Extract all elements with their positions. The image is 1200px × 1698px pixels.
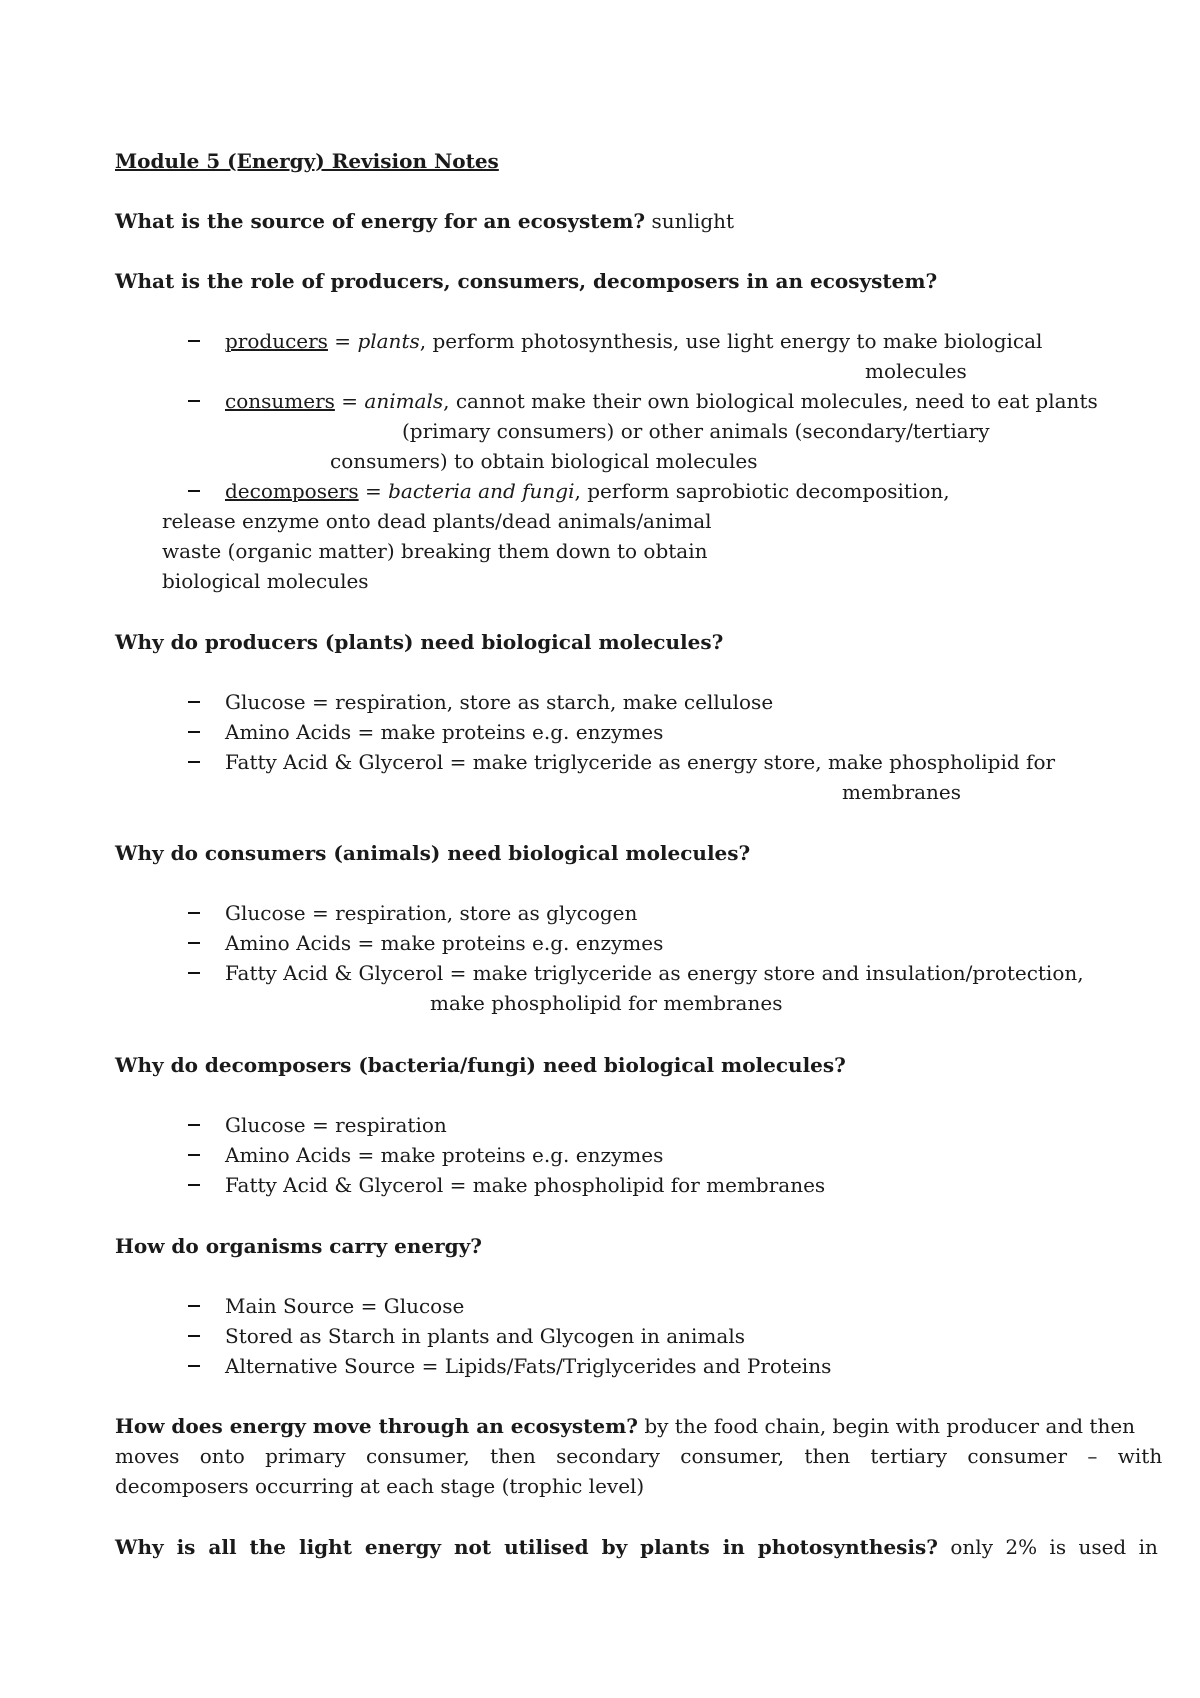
list-item: Main Source = Glucose	[225, 1294, 465, 1318]
description: , perform photosynthesis, use light energy to make biological	[419, 329, 1043, 353]
question-decomposers: Why do decomposers (bacteria/fungi) need biological molecules?	[115, 1053, 846, 1077]
list-item-producers	[225, 326, 1042, 356]
page-title: Module 5 (Energy) Revision Notes	[115, 149, 499, 173]
term: consumers	[225, 389, 335, 413]
list-item: Alternative Source = Lipids/Fats/Triglycerides and Proteins	[225, 1354, 832, 1378]
list-item: Glucose = respiration, store as starch, make cellulose	[225, 690, 774, 714]
equals: =	[327, 329, 358, 353]
list-item-decomposers	[225, 476, 950, 506]
term: producers	[225, 329, 328, 353]
question-consumers: Why do consumers (animals) need biological molecules?	[115, 841, 751, 865]
equals: =	[334, 389, 365, 413]
list-item: Glucose = respiration	[225, 1113, 447, 1137]
question-roles: What is the role of producers, consumers, decomposers in an ecosystem?	[115, 269, 938, 293]
question-carry: How do organisms carry energy?	[115, 1234, 482, 1258]
bullet-dash	[188, 1124, 200, 1126]
list-item: Glucose = respiration, store as glycogen	[225, 901, 638, 925]
answer-text: sunlight	[645, 209, 735, 233]
list-item: Amino Acids = make proteins e.g. enzymes	[225, 1143, 664, 1167]
question-text: What is the source of energy for an ecosystem?	[115, 209, 646, 233]
question-light	[115, 1532, 1158, 1562]
list-item: Amino Acids = make proteins e.g. enzymes	[225, 720, 664, 744]
bullet-dash	[188, 1365, 200, 1367]
question-text: How does energy move through an ecosystem?	[115, 1414, 638, 1438]
list-item-continuation: (primary consumers) or other animals (secondary/tertiary	[402, 419, 990, 443]
bullet-dash	[188, 400, 200, 402]
list-item-continuation: biological molecules	[162, 569, 369, 593]
question-text: Why is all the light energy not utilised by plants in photosynthesis?	[115, 1535, 939, 1559]
question-producers: Why do producers (plants) need biological molecules?	[115, 630, 724, 654]
bullet-dash	[188, 1335, 200, 1337]
bullet-dash	[188, 731, 200, 733]
list-item-continuation: release enzyme onto dead plants/dead animals/animal	[162, 509, 712, 533]
list-item-continuation: membranes	[842, 780, 962, 804]
bullet-dash	[188, 340, 200, 342]
bullet-dash	[188, 1305, 200, 1307]
list-item: Fatty Acid & Glycerol = make phospholipid for membranes	[225, 1173, 826, 1197]
description: , perform saprobiotic decomposition,	[574, 479, 950, 503]
term-example: bacteria and fungi	[388, 479, 575, 503]
list-item: Stored as Starch in plants and Glycogen in animals	[225, 1324, 745, 1348]
answer-line: moves onto primary consumer, then secondary consumer, then tertiary consumer – with	[115, 1444, 1163, 1468]
term-example: animals	[364, 389, 444, 413]
list-item-consumers	[225, 386, 1098, 416]
bullet-dash	[188, 701, 200, 703]
list-item-continuation: molecules	[865, 359, 967, 383]
answer-text: by the food chain, begin with producer and then	[644, 1414, 1136, 1438]
bullet-dash	[188, 761, 200, 763]
bullet-dash	[188, 942, 200, 944]
bullet-dash	[188, 1154, 200, 1156]
bullet-dash	[188, 1184, 200, 1186]
description: , cannot make their own biological molecules, need to eat plants	[443, 389, 1098, 413]
bullet-dash	[188, 972, 200, 974]
answer-line: decomposers occurring at each stage (trophic level)	[115, 1474, 645, 1498]
list-item-continuation: waste (organic matter) breaking them down to obtain	[162, 539, 708, 563]
bullet-dash	[188, 912, 200, 914]
question-source	[115, 206, 734, 236]
equals: =	[358, 479, 389, 503]
list-item: Fatty Acid & Glycerol = make triglyceride as energy store and insulation/protection,	[225, 961, 1084, 985]
list-item: Amino Acids = make proteins e.g. enzymes	[225, 931, 664, 955]
term-example: plants	[357, 329, 420, 353]
bullet-dash	[188, 490, 200, 492]
answer-text: only 2% is used in	[950, 1535, 1158, 1559]
term: decomposers	[225, 479, 359, 503]
list-item-continuation: consumers) to obtain biological molecules	[330, 449, 758, 473]
question-move	[115, 1411, 1136, 1441]
list-item: Fatty Acid & Glycerol = make triglyceride as energy store, make phospholipid for	[225, 750, 1056, 774]
list-item-continuation: make phospholipid for membranes	[430, 991, 783, 1015]
